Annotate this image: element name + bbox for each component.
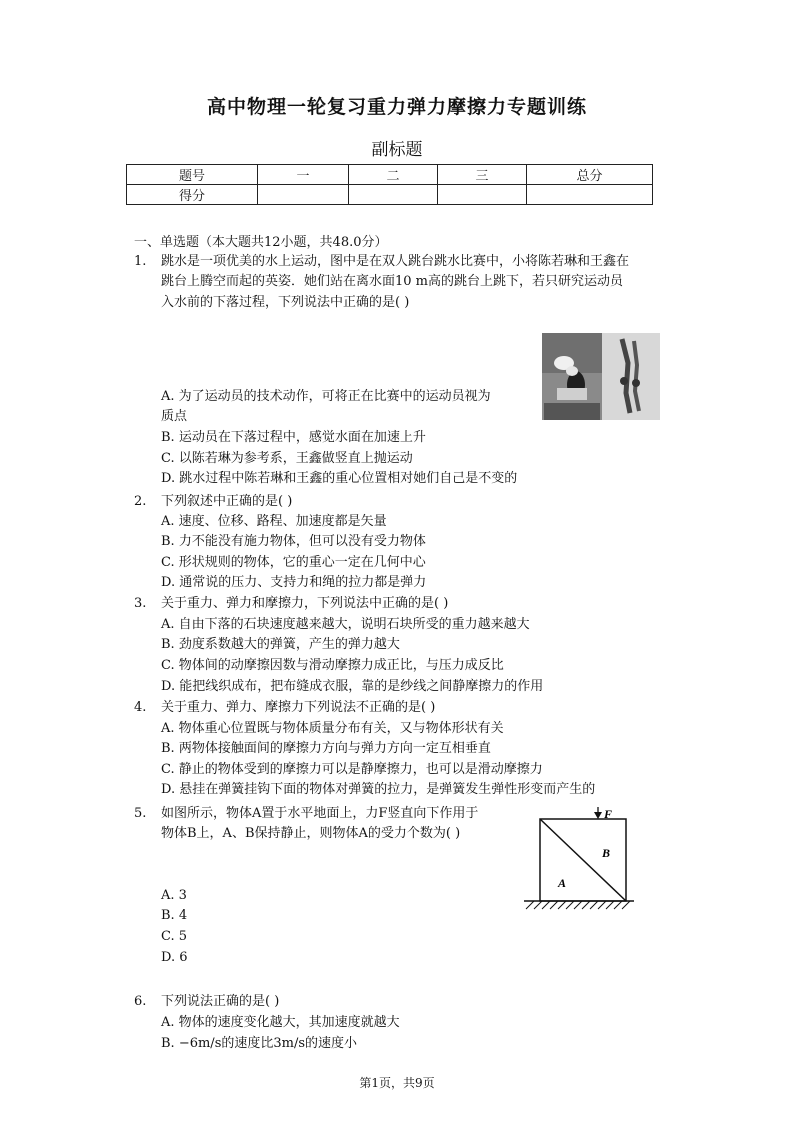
option-c[interactable]: C. 5 (161, 929, 188, 944)
section-heading: 一、单选题（本大题共12小题，共48.0分） (134, 235, 388, 250)
question-number: 4. (134, 700, 147, 715)
option-b[interactable]: B. −6m/s的速度比3m/s的速度小 (161, 1036, 358, 1051)
score-input-cell[interactable] (258, 185, 349, 205)
table-cell: 三 (438, 165, 527, 185)
page-footer: 第1页，共9页 (359, 1076, 435, 1090)
option-a[interactable]: A. 为了运动员的技术动作，可将正在比赛中的运动员视为 (161, 389, 491, 404)
option-a[interactable]: A. 自由下落的石块速度越来越大，说明石块所受的重力越来越大 (161, 617, 530, 632)
table-cell: 一 (258, 165, 349, 185)
option-b[interactable]: B. 力不能没有施力物体，但可以没有受力物体 (161, 534, 426, 549)
table-cell: 二 (349, 165, 438, 185)
option-b[interactable]: B. 运动员在下落过程中，感觉水面在加速上升 (161, 430, 426, 445)
option-a[interactable]: A. 速度、位移、路程、加速度都是矢量 (161, 514, 387, 529)
option-d[interactable]: D. 能把线织成布，把布缝成衣服，靠的是纱线之间静摩擦力的作用 (161, 679, 544, 694)
page-subtitle: 副标题 (371, 140, 423, 160)
option-b[interactable]: B. 两物体接触面间的摩擦力方向与弹力方向一定互相垂直 (161, 741, 491, 756)
page-title: 高中物理一轮复习重力弹力摩擦力专题训练 (206, 96, 587, 118)
question-number: 1. (134, 254, 147, 269)
option-c[interactable]: C. 以陈若琳为参考系，王鑫做竖直上抛运动 (161, 451, 413, 466)
score-input-cell[interactable] (349, 185, 438, 205)
option-d[interactable]: D. 跳水过程中陈若琳和王鑫的重心位置相对她们自己是不变的 (161, 471, 518, 486)
table-cell: 总分 (527, 165, 653, 185)
score-input-cell[interactable] (438, 185, 527, 205)
option-a-continued: 质点 (161, 409, 188, 424)
option-a[interactable]: A. 物体重心位置既与物体质量分布有关，又与物体形状有关 (161, 721, 504, 736)
question-stem-line: 跳水是一项优美的水上运动，图中是在双人跳台跳水比赛中，小将陈若琳和王鑫在 (161, 254, 630, 269)
force-label: F (604, 807, 613, 821)
option-c[interactable]: C. 形状规则的物体，它的重心一定在几何中心 (161, 555, 426, 570)
question-stem-line: 关于重力、弹力、摩擦力下列说法不正确的是( ) (161, 700, 436, 715)
option-c[interactable]: C. 静止的物体受到的摩擦力可以是静摩擦力，也可以是滑动摩擦力 (161, 762, 543, 777)
option-c[interactable]: C. 物体间的动摩擦因数与滑动摩擦力成正比，与压力成反比 (161, 658, 504, 673)
question-stem-line: 关于重力、弹力和摩擦力，下列说法中正确的是( ) (161, 596, 449, 611)
option-d[interactable]: D. 6 (161, 950, 188, 965)
force-diagram (520, 807, 636, 915)
question-stem-line: 物体B上，A、B保持静止，则物体A的受力个数为( ) (161, 826, 461, 841)
option-b[interactable]: B. 4 (161, 908, 188, 923)
question-number: 5. (134, 806, 147, 821)
question-stem-line: 跳台上腾空而起的英姿．她们站在离水面10 m高的跳台上跳下，若只研究运动员 (161, 274, 624, 289)
question-stem-line: 如图所示，物体A置于水平地面上，力F竖直向下作用于 (161, 806, 479, 821)
score-input-cell[interactable] (527, 185, 653, 205)
question-stem-line: 入水前的下落过程，下列说法中正确的是( ) (161, 295, 410, 310)
option-d[interactable]: D. 通常说的压力、支持力和绳的拉力都是弹力 (161, 575, 427, 590)
diving-photo-image (542, 333, 660, 420)
option-a[interactable]: A. 3 (161, 888, 187, 903)
question-number: 6. (134, 994, 147, 1009)
score-table-score-row (127, 185, 653, 205)
option-b[interactable]: B. 劲度系数越大的弹簧，产生的弹力越大 (161, 637, 400, 652)
question-number: 3. (134, 596, 147, 611)
table-cell: 题号 (127, 165, 258, 185)
option-d[interactable]: D. 悬挂在弹簧挂钩下面的物体对弹簧的拉力，是弹簧发生弹性形变而产生的 (161, 782, 596, 797)
question-stem-line: 下列叙述中正确的是( ) (161, 494, 293, 509)
table-cell: 得分 (127, 185, 258, 205)
score-table-header-row (127, 165, 653, 185)
block-a-label: A (558, 876, 567, 890)
option-a[interactable]: A. 物体的速度变化越大，其加速度就越大 (161, 1015, 400, 1030)
score-table (126, 164, 653, 205)
question-stem-line: 下列说法正确的是( ) (161, 994, 280, 1009)
question-number: 2. (134, 494, 147, 509)
block-b-label: B (602, 846, 611, 860)
